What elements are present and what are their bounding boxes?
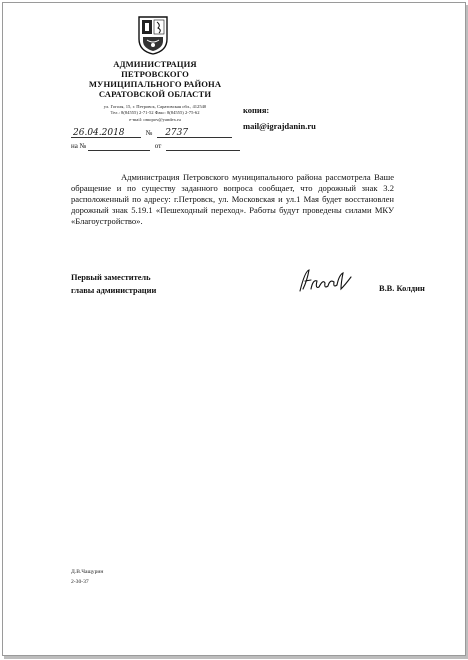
registration-date: 26.04.2018: [73, 128, 125, 138]
organization-address: [75, 104, 235, 123]
signer-name: В.В. Колдин: [379, 284, 425, 293]
reference-date-field: [166, 142, 240, 151]
reference-from: от: [154, 142, 162, 150]
signer-position-line: главы администрации: [71, 285, 157, 295]
signer-position: [71, 272, 156, 297]
registration-date-row: [71, 128, 232, 138]
executor-name: Д.В.Чащурин: [71, 569, 104, 575]
address-line: ул. Гоголя, 15, г. Петровск, Саратовская обл., 412540: [103, 104, 207, 109]
executor-phone: 2-30-37: [71, 578, 89, 585]
number-prefix: №: [145, 129, 153, 137]
copy-label: копия:: [243, 105, 270, 115]
document-page: [2, 2, 466, 656]
number-field: [157, 129, 232, 138]
date-field: [71, 129, 141, 138]
phone-line: Тел.: 8(84555) 2-71-52 Факс: 8(84555) 2-75-62: [110, 110, 200, 116]
reference-row: [71, 141, 240, 151]
org-name-line: МУНИЦИПАЛЬНОГО РАЙОНА: [88, 79, 222, 89]
copy-email: mail@igrajdanin.ru: [243, 121, 316, 131]
coat-of-arms-icon: [137, 15, 169, 55]
copy-recipient: [243, 102, 316, 134]
signer-position-line: Первый заместитель: [71, 273, 151, 282]
organization-name: [75, 59, 235, 99]
executor-info: [71, 568, 103, 587]
org-name-line: САРАТОВСКОЙ ОБЛАСТИ: [98, 89, 212, 99]
org-name-line: ПЕТРОВСКОГО: [121, 69, 189, 79]
reference-prefix: на №: [71, 142, 87, 150]
reference-number-field: [88, 142, 150, 151]
letter-body: Администрация Петровского муниципального района рассмотрела Ваше обращение и по существу заданного вопроса сообщает, что дорожный знак 3.2 расположенный по адресу: г.Петровск, ул. Московская и ул.1 Мая будет восстановлен дорожный знак 5.19.1 «Пешеходный переход». Работы будут проведены силами МКУ «Благоустройство».: [71, 172, 394, 226]
org-name-line: АДМИНИСТРАЦИЯ: [113, 59, 197, 69]
handwritten-signature: [297, 267, 353, 295]
org-email: e-mail: omopov@yandex.ru: [129, 116, 181, 122]
registration-number: 2737: [165, 128, 189, 138]
